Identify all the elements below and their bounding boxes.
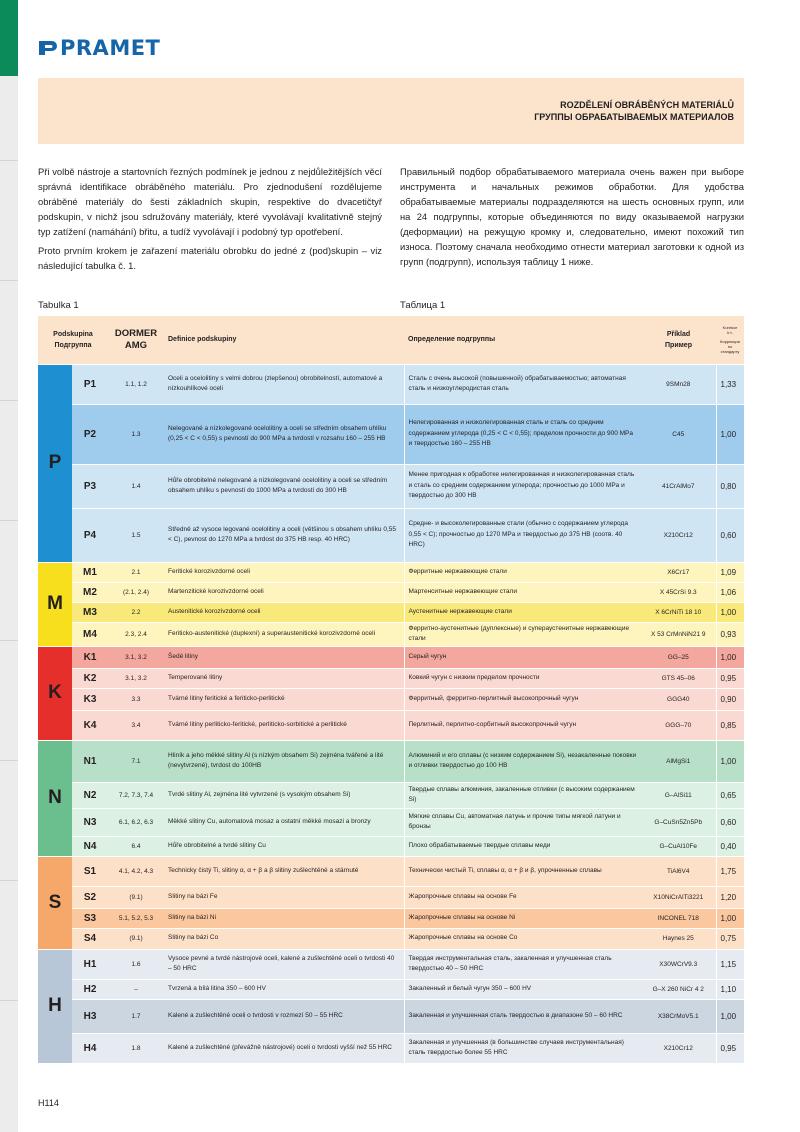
subgroup-code: S2 — [72, 886, 108, 908]
definition-ru: Перлитный, перлитно-сорбитный высокопрочный чугун — [404, 710, 641, 740]
correction-factor: 0,93 — [716, 622, 744, 646]
amg-code: 4.1, 4.2, 4.3 — [108, 856, 164, 886]
table-row — [38, 464, 744, 508]
correction-factor: 1,10 — [716, 979, 744, 999]
definition-ru: Менее пригодная к обработке нелегированная и низколегированная сталь и сталь со средним содержанием углерода; прочностью до 1000 MPa и твердостью до 300 HB — [404, 464, 641, 508]
definition-cz: Kalené a zušlechtěné (převážně nástrojové) oceli o tvrdosti vyšší než 55 HRC — [164, 1033, 404, 1063]
subgroup-code: P1 — [72, 364, 108, 404]
definition-ru: Закаленная и улучшенная сталь твердостью в диапазоне 50 – 60 HRC — [404, 999, 641, 1033]
header-subgroup — [38, 316, 108, 364]
intro-text-cz — [38, 164, 382, 277]
definition-ru: Мартенситные нержавеющие стали — [404, 582, 641, 602]
definition-ru: Ферритные нержавеющие стали — [404, 562, 641, 582]
header-correction — [716, 316, 744, 364]
header-correction-text: k·t. — [727, 330, 733, 336]
table-row — [38, 999, 744, 1033]
definition-cz: Vysoce pevné a tvrdé nástrojové oceli, kalené a zušlechtěné oceli o tvrdosti 40 – 50 HRC — [164, 949, 404, 979]
amg-code: (9.1) — [108, 886, 164, 908]
edge-divider — [0, 880, 18, 881]
table-row — [38, 836, 744, 856]
example-material: X210Cr12 — [641, 1033, 716, 1063]
subgroup-code: N4 — [72, 836, 108, 856]
subgroup-code: M2 — [72, 582, 108, 602]
example-material: X 6CrNiTi 18 10 — [641, 602, 716, 622]
example-material: G–AlSi11 — [641, 782, 716, 808]
edge-divider — [0, 760, 18, 761]
amg-code: 1.4 — [108, 464, 164, 508]
amg-code: (9.1) — [108, 928, 164, 949]
subgroup-code: K3 — [72, 688, 108, 710]
subgroup-code: H2 — [72, 979, 108, 999]
group-letter: P — [38, 364, 72, 562]
definition-ru: Серый чугун — [404, 646, 641, 668]
definition-cz: Slitiny na bázi Ni — [164, 908, 404, 928]
correction-factor: 0,65 — [716, 782, 744, 808]
amg-code: 3.4 — [108, 710, 164, 740]
example-material: 9SMn28 — [641, 364, 716, 404]
header-subgroup-cz: Podskupina — [53, 330, 93, 338]
banner-title-ru: ГРУППЫ ОБРАБАТЫВАЕМЫХ МАТЕРИАЛОВ — [534, 112, 734, 122]
header-correction-text: стандарту — [720, 349, 740, 355]
table-header-row — [38, 316, 744, 364]
definition-ru: Жаропрочные сплавы на основе Ni — [404, 908, 641, 928]
definition-cz: Hůře obrobitelné nelegované a nízkolegované ocelolitiny a oceli se středním obsahem uhlíku s pevností do 1000 MPa a tvrdostí do 300 HB — [164, 464, 404, 508]
definition-ru: Закаленный и белый чугун 350 – 600 HV — [404, 979, 641, 999]
edge-divider — [0, 400, 18, 401]
amg-code: 1.6 — [108, 949, 164, 979]
subgroup-code: K2 — [72, 668, 108, 688]
edge-divider — [0, 1000, 18, 1001]
definition-cz: Temperované litiny — [164, 668, 404, 688]
amg-code: 1.5 — [108, 508, 164, 562]
table-row — [38, 949, 744, 979]
definition-cz: Technicky čistý Ti, slitiny α, α + β a β slitiny zušlechtěné a stárnuté — [164, 856, 404, 886]
definition-cz: Tvárné litiny perliticko-feritické, perliticko-sorbitické a perlitické — [164, 710, 404, 740]
definition-ru: Жаропрочные сплавы на основе Fe — [404, 886, 641, 908]
definition-ru: Жаропрочные сплавы на основе Co — [404, 928, 641, 949]
table-row — [38, 646, 744, 668]
example-material: TiAl6V4 — [641, 856, 716, 886]
amg-code: 2.3, 2.4 — [108, 622, 164, 646]
definition-cz: Šedé litiny — [164, 646, 404, 668]
amg-code: 2.1 — [108, 562, 164, 582]
definition-ru: Ковкий чугун с низким пределом прочности — [404, 668, 641, 688]
correction-factor: 1,00 — [716, 908, 744, 928]
amg-code: 1.8 — [108, 1033, 164, 1063]
group-letter: N — [38, 740, 72, 856]
amg-code: 1.1, 1.2 — [108, 364, 164, 404]
correction-factor: 1,00 — [716, 999, 744, 1033]
subgroup-code: K1 — [72, 646, 108, 668]
amg-code: – — [108, 979, 164, 999]
table-row — [38, 740, 744, 782]
table-row — [38, 688, 744, 710]
example-material: 41CrAlMo7 — [641, 464, 716, 508]
table-caption-cz: Tabulka 1 — [38, 300, 79, 311]
definition-cz: Hliník a jeho měkké slitiny Al (s nízkým obsahem Si) zejména tvářené a lité (nevytvrzené), tvrdost do 100HB — [164, 740, 404, 782]
table-row — [38, 404, 744, 464]
table-row — [38, 710, 744, 740]
amg-code: 6.1, 6.2, 6.3 — [108, 808, 164, 836]
definition-ru: Твердая инструментальная сталь, закаленная и улучшенная сталь твердостью 40 – 50 HRC — [404, 949, 641, 979]
definition-cz: Feriticko-austenitické (duplexní) a superaustenitické korozivzdorné oceli — [164, 622, 404, 646]
page-edge-bar — [0, 0, 18, 1132]
header-amg-line1: DORMER — [114, 327, 158, 339]
amg-code: 5.1, 5.2, 5.3 — [108, 908, 164, 928]
definition-ru: Закаленная и улучшенная (в большинстве случаев инструментальная) сталь твердостью более 55 HRC — [404, 1033, 641, 1063]
intro-paragraph: Při volbě nástroje a startovních řezných podmínek je jednou z nejdůležitějších věcí správná identifikace obráběného materiálu. Pro zjednodušení rozdělujeme obráběné materiály do šesti základních skupin, respektive do dvacetičtyř podskupin, v nichž jsou sdružovány materiály, které vyvolávají kvalitativně stejný typ zatížení (namáhání) břitu, a tudíž vyvolávají i podobný typ opotřebení. — [38, 166, 382, 237]
example-material: GG–25 — [641, 646, 716, 668]
subgroup-code: K4 — [72, 710, 108, 740]
correction-factor: 1,33 — [716, 364, 744, 404]
table-row — [38, 508, 744, 562]
group-letter: S — [38, 856, 72, 949]
table-row — [38, 979, 744, 999]
definition-ru: Технически чистый Ti, сплавы α, α + β и β, упрочненные сплавы — [404, 856, 641, 886]
subgroup-code: P3 — [72, 464, 108, 508]
header-example-cz: Příklad — [666, 330, 691, 338]
example-material: X 45CrSi 9.3 — [641, 582, 716, 602]
correction-factor: 0,95 — [716, 668, 744, 688]
page-edge-accent — [0, 0, 18, 76]
amg-code: (2.1, 2.4) — [108, 582, 164, 602]
correction-factor: 1,06 — [716, 582, 744, 602]
example-material: G–CuAl10Fe — [641, 836, 716, 856]
definition-ru: Алюминий и его сплавы (с низким содержанием Si), незакаленные поковки и отливки твердостью до 100 HB — [404, 740, 641, 782]
subgroup-code: N2 — [72, 782, 108, 808]
amg-code: 3.3 — [108, 688, 164, 710]
header-correction-text: Коррекция — [720, 339, 740, 345]
subgroup-code: P4 — [72, 508, 108, 562]
amg-code: 2.2 — [108, 602, 164, 622]
intro-paragraph: Правильный подбор обрабатываемого материала очень важен при выборе инструмента и начальных режимов обработки. Для удобства обрабатываемые материалы подразделяются на шесть основных групп, или на 24 подгруппы, которые объединяются по виду оказываемой нагрузки (деформации) на режущую кромку и, следовательно, имеют похожий тип износа. Поэтому сначала необходимо отнести материал заготовки к одной из групп (подгрупп), используя таблицу 1 ниже. — [400, 166, 744, 267]
definition-cz: Tvrzená a bílá litina 350 – 600 HV — [164, 979, 404, 999]
edge-divider — [0, 520, 18, 521]
table-row — [38, 668, 744, 688]
correction-factor: 1,09 — [716, 562, 744, 582]
definition-cz: Oceli a ocelolitiny s velmi dobrou (zlepšenou) obrobitelností, automatové a nízkouhlíkové oceli — [164, 364, 404, 404]
example-material: INCONEL 718 — [641, 908, 716, 928]
correction-factor: 0,85 — [716, 710, 744, 740]
edge-divider — [0, 280, 18, 281]
correction-factor: 1,15 — [716, 949, 744, 979]
pramet-logo — [38, 38, 160, 58]
correction-factor: 1,20 — [716, 886, 744, 908]
example-material: C45 — [641, 404, 716, 464]
definition-cz: Měkké slitiny Cu, automatová mosaz a ostatní měkké mosazi a bronzy — [164, 808, 404, 836]
table-row — [38, 582, 744, 602]
subgroup-code: H3 — [72, 999, 108, 1033]
amg-code: 1.3 — [108, 404, 164, 464]
definition-ru: Нелегированная и низколегированная сталь и сталь со средним содержанием углерода (0,25 < C < 0,55); пределом прочности до 900 MPa и твердостью 160 – 255 HB — [404, 404, 641, 464]
example-material: X6Cr17 — [641, 562, 716, 582]
definition-ru: Сталь с очень высокой (повышенной) обрабатываемостью; автоматная сталь и низкоуглеродистая сталь — [404, 364, 641, 404]
definition-ru: Плохо обрабатываемые твердые сплавы меди — [404, 836, 641, 856]
correction-factor: 0,75 — [716, 928, 744, 949]
group-letter: H — [38, 949, 72, 1063]
header-definition-ru: Определение подгруппы — [404, 316, 641, 364]
section-banner — [38, 78, 744, 144]
pramet-logo-icon — [38, 38, 58, 58]
definition-cz: Kalené a zušlechtěné oceli o tvrdosti v rozmezí 50 – 55 HRC — [164, 999, 404, 1033]
subgroup-code: P2 — [72, 404, 108, 464]
subgroup-code: S4 — [72, 928, 108, 949]
correction-factor: 1,00 — [716, 646, 744, 668]
definition-cz: Slitiny na bázi Fe — [164, 886, 404, 908]
correction-factor: 0,60 — [716, 808, 744, 836]
subgroup-code: H1 — [72, 949, 108, 979]
intro-paragraph: Proto prvním krokem je zařazení materiálu obrobku do jedné z (pod)skupin – viz následující tabulka č. 1. — [38, 245, 382, 271]
table-row — [38, 808, 744, 836]
edge-divider — [0, 160, 18, 161]
header-example — [641, 316, 716, 364]
material-groups-table — [38, 316, 744, 1064]
table-row — [38, 602, 744, 622]
header-correction-text: по — [727, 344, 733, 350]
amg-code: 6.4 — [108, 836, 164, 856]
definition-ru: Твердые сплавы алюминия, закаленные отливки (с высоким содержанием Si) — [404, 782, 641, 808]
header-amg-line2: AMG — [124, 339, 148, 351]
subgroup-code: N3 — [72, 808, 108, 836]
definition-ru: Мягкие сплавы Cu, автоматная латунь и прочие типы мягкой латуни и бронзы — [404, 808, 641, 836]
correction-factor: 0,95 — [716, 1033, 744, 1063]
example-material: GTS 45–06 — [641, 668, 716, 688]
definition-cz: Středně až vysoce legované ocelolitiny a oceli (většinou s obsahem uhlíku 0,55 < C), pevnost do 1270 MPa a tvrdost do 375 HB resp. 40 HRC) — [164, 508, 404, 562]
table-row — [38, 1033, 744, 1063]
header-definition-cz: Definice podskupiny — [164, 316, 404, 364]
definition-ru: Ферритный, ферритно-перлитный высокопрочный чугун — [404, 688, 641, 710]
banner-title-cz: ROZDĚLENÍ OBRÁBĚNÝCH MATERIÁLŮ — [560, 100, 734, 110]
definition-cz: Feritické korozivzdorné oceli — [164, 562, 404, 582]
table-row — [38, 886, 744, 908]
table-row — [38, 928, 744, 949]
header-amg — [108, 316, 164, 364]
example-material: Haynes 25 — [641, 928, 716, 949]
correction-factor: 1,00 — [716, 404, 744, 464]
table-row — [38, 856, 744, 886]
subgroup-code: H4 — [72, 1033, 108, 1063]
amg-code: 7.2, 7.3, 7.4 — [108, 782, 164, 808]
definition-cz: Martenzitické korozivzdorné oceli — [164, 582, 404, 602]
correction-factor: 0,90 — [716, 688, 744, 710]
amg-code: 1.7 — [108, 999, 164, 1033]
correction-factor: 0,80 — [716, 464, 744, 508]
definition-ru: Ферритно-аустенитные (дуплексные) и супераустенитные нержавеющие стали — [404, 622, 641, 646]
group-letter: M — [38, 562, 72, 646]
header-example-ru: Пример — [665, 341, 692, 349]
example-material: G–X 260 NiCr 4 2 — [641, 979, 716, 999]
subgroup-code: N1 — [72, 740, 108, 782]
example-material: AlMgSi1 — [641, 740, 716, 782]
table-body — [38, 364, 744, 1063]
definition-cz: Tvárné litiny feritické a feriticko-perlitické — [164, 688, 404, 710]
definition-cz: Austenitické korozivzdorné oceli — [164, 602, 404, 622]
definition-ru: Средне- и высоколегированные стали (обычно с содержанием углерода 0,55 < C); прочностью до 1270 MPa и твердостью до 375 HB (соотв. 40 HRC) — [404, 508, 641, 562]
subgroup-code: M4 — [72, 622, 108, 646]
subgroup-code: M3 — [72, 602, 108, 622]
header-correction-text: Korekce — [722, 325, 738, 331]
edge-divider — [0, 640, 18, 641]
example-material: X38CrMoV5.1 — [641, 999, 716, 1033]
correction-factor: 1,75 — [716, 856, 744, 886]
example-material: X 53 CrMnNiN21 9 — [641, 622, 716, 646]
subgroup-code: S3 — [72, 908, 108, 928]
definition-cz: Nelegované a nízkolegované ocelolitiny a oceli se středním obsahem uhlíku (0,25 < C < 0,55) s pevností do 900 MPa a tvrdostí v rozsahu 160 – 255 HB — [164, 404, 404, 464]
example-material: GGG40 — [641, 688, 716, 710]
amg-code: 3.1, 3.2 — [108, 646, 164, 668]
example-material: GGG–70 — [641, 710, 716, 740]
table-row — [38, 364, 744, 404]
amg-code: 7.1 — [108, 740, 164, 782]
table-caption-ru: Таблица 1 — [400, 300, 446, 311]
definition-ru: Аустенитные нержавеющие стали — [404, 602, 641, 622]
table-row — [38, 908, 744, 928]
correction-factor: 0,60 — [716, 508, 744, 562]
table-row — [38, 782, 744, 808]
intro-text-ru — [400, 164, 744, 273]
table-row — [38, 622, 744, 646]
subgroup-code: M1 — [72, 562, 108, 582]
example-material: X30WCrV9.3 — [641, 949, 716, 979]
correction-factor: 1,00 — [716, 740, 744, 782]
group-letter: K — [38, 646, 72, 740]
example-material: X210Cr12 — [641, 508, 716, 562]
amg-code: 3.1, 3.2 — [108, 668, 164, 688]
definition-cz: Tvrdé slitiny Al, zejména lité vytvrzené (s vysokým obsahem Si) — [164, 782, 404, 808]
correction-factor: 1,00 — [716, 602, 744, 622]
example-material: G–CuSn5Zn5Pb — [641, 808, 716, 836]
definition-cz: Slitiny na bázi Co — [164, 928, 404, 949]
correction-factor: 0,40 — [716, 836, 744, 856]
example-material: X10NiCrAlTi3221 — [641, 886, 716, 908]
logo-text: PRAMET — [60, 36, 161, 60]
subgroup-code: S1 — [72, 856, 108, 886]
definition-cz: Hůře obrobitelné a tvrdé slitiny Cu — [164, 836, 404, 856]
header-subgroup-ru: Подгруппа — [54, 341, 92, 349]
table-row — [38, 562, 744, 582]
page-number: H114 — [38, 1098, 59, 1108]
